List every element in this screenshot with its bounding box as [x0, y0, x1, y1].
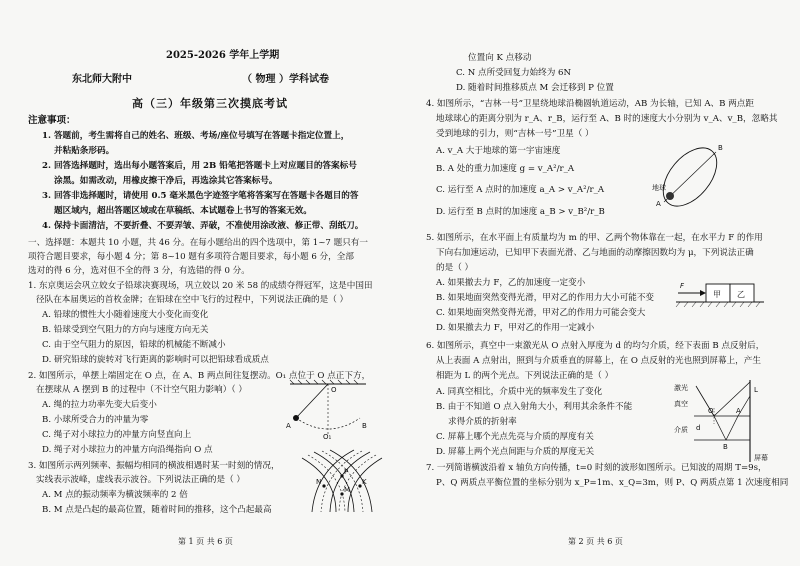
q6-stem: 从上表面 A 点射出，照到与介质垂直的屏幕上，在 O 点反射的光也照到屏幕上，产生: [436, 356, 761, 366]
q2-option: A. 绳的拉力功率先变大后变小: [42, 400, 157, 410]
q6-option: B. 由于不知道 O 点入射角大小，利用其余条件不能: [436, 402, 633, 412]
block-yi: 乙: [737, 290, 745, 299]
refraction-figure: [674, 378, 778, 464]
q2-option: B. 小球所受合力的冲量为零: [42, 415, 149, 425]
q3-option: C. N 点所受回复力始终为 6N: [456, 68, 572, 78]
notes-title: 注意事项：: [28, 115, 76, 126]
note-line: 并粘贴条形码。: [54, 146, 115, 156]
thickness-label: d: [696, 424, 701, 432]
page-two: [412, 0, 789, 566]
pendulum-label-o1: O₁: [323, 433, 332, 440]
distance-label: L: [754, 386, 758, 394]
q7-stem: P、Q 两质点平衡位置的坐标分别为 x_P=1m、x_Q=3m，则 P、Q 两质点第 1 次速度相同: [436, 478, 789, 488]
pendulum-label-o: O: [331, 386, 337, 394]
exam-title: 高（三）年级第三次摸底考试: [132, 97, 288, 110]
q2-stem: 2. 如图所示，单摆上端固定在 O 点，在 A、B 两点间往复摆动。O₁ 点位于 O 点正下方，: [28, 371, 371, 381]
q7-stem: 7. 一列简谐横波沿着 x 轴负方向传播，t=0 时刻的波形如图所示。已知波的周期 T=9s，: [426, 463, 767, 473]
orbit-figure: [650, 140, 730, 214]
q3-option: D. 随着时间推移质点 M 会迁移到 P 位置: [456, 83, 614, 93]
q4-stem: 地球球心的距离分别为 r_A、r_B，运行至 A、B 时的速度大小分别为 v_A、v_B，忽略其: [436, 114, 778, 124]
q1-option: D. 研究铅球的旋转对飞行距离的影响时可以把铅球看成质点: [42, 355, 269, 365]
q4-option: C. 运行至 A 点时的加速度 a_A > v_A²/r_A: [436, 185, 605, 195]
block-jia: 甲: [713, 290, 721, 299]
wave-label-p: P: [344, 468, 349, 476]
wave-label-n: N: [316, 478, 322, 486]
q5-stem: 的是（ ）: [436, 263, 474, 273]
page-number-right: 第 2 页 共 6 页: [568, 537, 623, 546]
q3-stem: 3. 如图所示两列频率、振幅均相同的横波相遇时某一时刻的情况，: [28, 461, 280, 471]
q5-option: D. 如果撤去力 F，甲对乙的作用一定减小: [436, 323, 595, 333]
q3-stem: 实线表示波峰，虚线表示波谷。下列说法正确的是（ ）: [36, 475, 245, 485]
q5-option: A. 如果撤去力 F，乙的加速度一定变小: [436, 278, 586, 288]
force-label: F: [680, 282, 685, 290]
pendulum-figure: [268, 378, 388, 440]
medium-label: 介质: [674, 426, 688, 434]
q5-stem: 5. 如图所示，在水平面上有质量均为 m 的甲、乙两个物体靠在一起，在水平力 F 的作用: [426, 233, 763, 243]
note-line: 3. 回答非选择题时，请使用 0.5 毫米黑色字迹签字笔将答案写在答题卡各题目的答: [42, 191, 359, 201]
screen-label: 屏幕: [754, 454, 768, 462]
note-line: 1. 答题前，考生需将自己的姓名、班级、考场/座位号填写在答题卡指定位置上，: [42, 131, 350, 141]
q5-stem: 下向右加速运动，已知甲下表面光滑、乙与地面的动摩擦因数均为 μ，下列说法正确: [436, 248, 754, 258]
orbit-label-a: A: [656, 200, 661, 208]
section-intro: 项符合题目要求，每小题 4 分；第 8~10 题有多项符合题目要求，每小题 6 分，全部: [28, 252, 354, 262]
orbit-label-b: B: [718, 144, 723, 152]
note-line: 2. 回答选择题时，选出每小题答案后，用 2B 铅笔把答题卡上对应题目的答案标号: [42, 161, 357, 171]
q4-stem: 4. 如图所示，“吉林一号”卫星绕地球沿椭圆轨道运动，AB 为长轴，已知 A、B 两点距: [426, 99, 754, 109]
q3-option: B. M 点是凸起的最高位置，随着时间的推移，这个凸起最高: [42, 505, 272, 515]
q2-option: C. 绳子对小球拉力的冲量方向竖直向上: [42, 430, 192, 440]
page-number-left: 第 1 页 共 6 页: [178, 537, 233, 546]
note-line: 4. 保持卡面清洁，不要折叠、不要弄皱、弄破，不准使用涂改液、修正带、刮纸刀。: [42, 221, 364, 231]
q6-option: 求得介质的折射率: [448, 417, 517, 427]
q2-option: D. 绳子对小球拉力的冲量方向沿绳指向 O 点: [42, 445, 213, 455]
q6-stem: 相距为 L 的两个光点。下列说法正确的是（ ）: [436, 371, 614, 381]
q4-option: A. v_A 大于地球的第一宇宙速度: [436, 146, 561, 156]
blocks-figure: [674, 276, 766, 310]
q1-stem: 径队在本届奥运的首枚金牌；在铅球在空中飞行的过程中，下列说法正确的是（ ）: [36, 295, 349, 305]
point-a-label: A: [736, 407, 741, 415]
orbit-label-earth: 地球: [652, 184, 666, 192]
q2-stem: 在摆球从 A 摆到 B 的过程中（不计空气阻力影响）（ ）: [36, 385, 247, 395]
q4-option: B. A 处的重力加速度 g = v_A²/r_A: [436, 164, 575, 174]
school-name: 东北师大附中: [72, 74, 132, 85]
interference-figure: [296, 448, 388, 514]
q6-option: D. 屏幕上两个光点间距与介质的厚度无关: [436, 447, 595, 457]
subject-title: （ 物理 ）学科试卷: [242, 74, 329, 85]
q5-option: B. 如果地面突然变得光滑，甲对乙的作用力大小可能不变: [436, 293, 655, 303]
point-o-label: O: [708, 407, 714, 415]
vacuum-label: 真空: [674, 400, 688, 408]
q1-option: C. 由于空气阻力的原因，铅球的机械能不断减小: [42, 340, 226, 350]
q1-option: B. 铅球受到空气阻力的方向与速度方向无关: [42, 325, 209, 335]
earth-icon: [666, 192, 674, 200]
q5-option: C. 如果地面突然变得光滑，甲对乙的作用力可能会变大: [436, 308, 646, 318]
point-b-label: B: [723, 443, 728, 451]
q6-option: C. 屏幕上哪个光点先亮与介质的厚度有关: [436, 432, 594, 442]
wave-label-m: M: [344, 486, 351, 494]
q6-stem: 6. 如图所示，真空中一束激光从 O 点射入厚度为 d 的均匀介质，经下表面 B 点反射后，: [426, 341, 765, 351]
q1-stem: 1. 东京奥运会巩立姣女子铅球决赛现场，巩立姣以 20 米 58 的成绩夺得冠军，这是中国田: [28, 281, 373, 291]
section-intro: 选对的得 6 分，选对但不全的得 3 分，有选错的得 0 分。: [28, 266, 250, 276]
q3-option: A. M 点的振动频率为横波频率的 2 倍: [42, 490, 188, 500]
note-line: 涂黑。如需改动，用橡皮擦干净后，再选涂其它答案标号。: [54, 176, 278, 186]
term-title: 2025-2026 学年上学期: [166, 50, 280, 61]
q4-option: D. 运行至 B 点时的加速度 a_B > v_B²/r_B: [436, 207, 605, 217]
pendulum-label-b: B: [362, 422, 367, 430]
wave-label-k: K: [362, 478, 367, 486]
page-one: [28, 0, 392, 566]
pendulum-label-a: A: [286, 422, 291, 430]
laser-label: 激光: [674, 384, 688, 392]
q6-option: A. 同真空相比，介质中光的频率发生了变化: [436, 387, 603, 397]
q4-stem: 受到地球的引力，则“吉林一号”卫星（ ）: [436, 129, 594, 139]
q3-option: 位置向 K 点移动: [468, 53, 532, 63]
note-line: 题区域内，超出答题区域或在草稿纸、本试题卷上书写的答案无效。: [54, 206, 312, 216]
q1-option: A. 铅球的惯性大小随着速度大小变化而变化: [42, 310, 209, 320]
section-intro: 一、选择题：本题共 10 小题，共 46 分。在每小题给出的四个选项中，第 1~7 题只有一: [28, 238, 368, 248]
